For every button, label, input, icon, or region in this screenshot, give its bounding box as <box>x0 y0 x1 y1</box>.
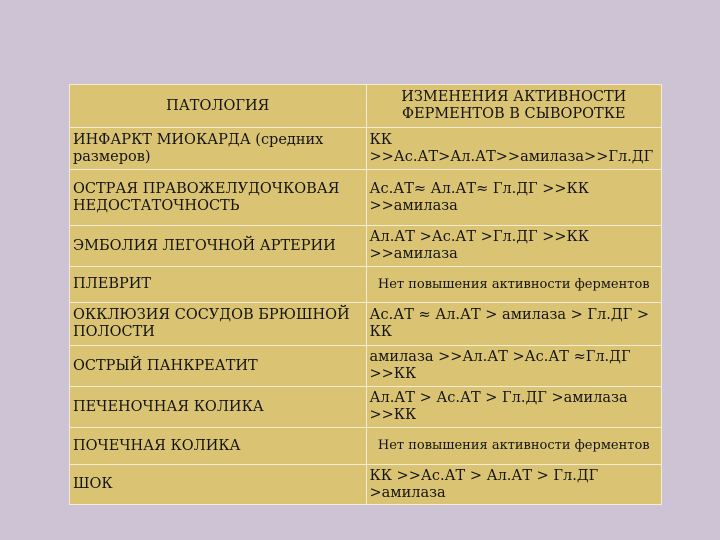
enzyme-change-cell: амилаза >>Ал.АТ >Ас.АТ ≈Гл.ДГ >>КК <box>366 346 662 387</box>
pathology-cell: ИНФАРКТ МИОКАРДА (средних размеров) <box>70 128 367 170</box>
table-row <box>70 267 662 303</box>
enzyme-change-cell: КК >>Ас.АТ>Ал.АТ>>амилаза>>Гл.ДГ <box>366 128 662 170</box>
header-pathology: ПАТОЛОГИЯ <box>70 85 367 128</box>
table-row <box>70 346 662 387</box>
pathology-cell: ЭМБОЛИЯ ЛЕГОЧНОЙ АРТЕРИИ <box>70 226 367 267</box>
table-row <box>70 465 662 505</box>
pathology-cell: ОСТРЫЙ ПАНКРЕАТИТ <box>70 346 367 387</box>
pathology-cell: ОСТРАЯ ПРАВОЖЕЛУДОЧКОВАЯ НЕДОСТАТОЧНОСТЬ <box>70 170 367 226</box>
enzyme-change-cell: КК >>Ас.АТ > Ал.АТ > Гл.ДГ >амилаза <box>366 465 662 505</box>
header-row <box>70 85 662 128</box>
pathology-cell: ПЕЧЕНОЧНАЯ КОЛИКА <box>70 387 367 428</box>
enzyme-change-cell: Нет повышения активности ферментов <box>366 428 662 465</box>
enzyme-change-cell: Ал.АТ > Ас.АТ > Гл.ДГ >амилаза >>КК <box>366 387 662 428</box>
enzyme-table <box>69 84 662 505</box>
table-row <box>70 428 662 465</box>
pathology-cell: ОККЛЮЗИЯ СОСУДОВ БРЮШНОЙ ПОЛОСТИ <box>70 303 367 346</box>
pathology-cell: ШОК <box>70 465 367 505</box>
table-row <box>70 128 662 170</box>
table-row <box>70 387 662 428</box>
table-row <box>70 226 662 267</box>
enzyme-change-cell: Ас.АТ ≈ Ал.АТ > амилаза > Гл.ДГ > КК <box>366 303 662 346</box>
table-row <box>70 170 662 226</box>
pathology-cell: ПОЧЕЧНАЯ КОЛИКА <box>70 428 367 465</box>
header-enzyme-changes: ИЗМЕНЕНИЯ АКТИВНОСТИ ФЕРМЕНТОВ В СЫВОРОТКЕ <box>366 85 662 128</box>
pathology-cell: ПЛЕВРИТ <box>70 267 367 303</box>
enzyme-change-cell: Ал.АТ >Ас.АТ >Гл.ДГ >>КК >>амилаза <box>366 226 662 267</box>
enzyme-change-cell: Нет повышения активности ферментов <box>366 267 662 303</box>
table-row <box>70 303 662 346</box>
enzyme-change-cell: Ас.АТ≈ Ал.АТ≈ Гл.ДГ >>КК >>амилаза <box>366 170 662 226</box>
